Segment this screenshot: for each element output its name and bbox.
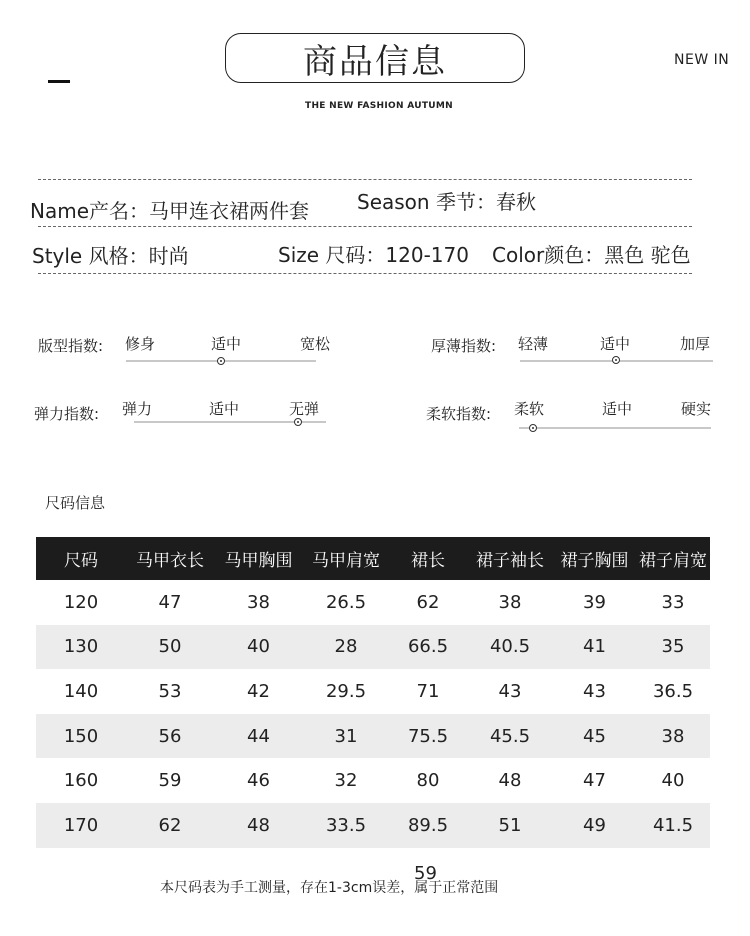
measurement-note: 本尺码表为手工测量，存在1-3cm误差，属于正常范围 [160, 880, 499, 896]
stretch-index-marker [294, 418, 302, 426]
table-cell: 62 [126, 803, 214, 848]
table-cell: 48 [214, 803, 303, 848]
table-cell: 38 [247, 591, 270, 613]
table-cell: 80 [416, 770, 440, 792]
table-cell: 43 [498, 680, 522, 702]
stretch-index-option: 适中 [209, 400, 240, 418]
table-row [36, 669, 710, 714]
page-title [225, 33, 525, 83]
table-cell: 45 [553, 714, 636, 759]
product-name: Name产名：马甲连衣裙两件套 [30, 199, 310, 223]
table-cell: 40.5 [467, 625, 553, 670]
table-cell: 40 [661, 770, 685, 792]
table-cell: 36.5 [652, 680, 694, 702]
thickness-index-marker [612, 356, 620, 364]
column-header: 尺码 [36, 537, 126, 580]
table-cell: 89.5 [389, 803, 467, 848]
table-cell: 62 [416, 591, 440, 613]
table-cell: 29.5 [325, 680, 367, 702]
table-cell: 32 [334, 770, 358, 792]
table-cell: 45.5 [467, 714, 553, 759]
fit-index-label: 版型指数: [38, 337, 104, 355]
table-cell: 33 [661, 591, 685, 613]
menu-icon[interactable] [48, 80, 70, 83]
product-size: Size 尺码：120-170 [278, 243, 469, 267]
softness-index-option: 硬实 [681, 400, 712, 418]
thickness-index-label: 厚薄指数: [431, 337, 497, 355]
table-row [36, 758, 710, 803]
thickness-index-option: 适中 [600, 335, 631, 353]
table-cell: 66.5 [389, 625, 467, 670]
softness-index-option: 柔软 [514, 400, 545, 418]
column-header: 裙子肩宽 [636, 537, 710, 580]
table-cell: 49 [553, 803, 636, 848]
table-cell: 53 [158, 680, 182, 702]
column-header: 马甲胸围 [214, 537, 303, 580]
table-row [36, 714, 710, 759]
softness-index-marker [529, 424, 537, 432]
new-in-label: NEW IN [674, 52, 730, 68]
column-header: 裙子袖长 [467, 537, 553, 580]
table-cell: 40 [214, 625, 303, 670]
table-cell: 42 [247, 680, 270, 702]
table-row [36, 625, 710, 670]
page-title-text: 商品信息 [303, 41, 447, 82]
divider [38, 179, 692, 180]
column-header: 马甲肩宽 [303, 537, 389, 580]
table-cell: 170 [36, 803, 126, 848]
stretch-index-option: 弹力 [122, 400, 153, 418]
size-table [36, 537, 710, 848]
table-cell: 140 [63, 680, 99, 702]
fit-index-option: 宽松 [300, 335, 331, 353]
table-cell: 46 [247, 770, 270, 792]
table-cell: 51 [467, 803, 553, 848]
stretch-index-label: 弹力指数: [34, 405, 100, 423]
table-cell: 39 [583, 591, 606, 613]
table-row [36, 803, 710, 848]
table-cell: 120 [63, 591, 99, 613]
table-cell: 41 [553, 625, 636, 670]
size-table-title: 尺码信息 [45, 494, 106, 512]
table-cell: 59 [158, 770, 182, 792]
table-row [36, 580, 710, 625]
table-cell: 26.5 [325, 591, 367, 613]
table-cell: 71 [416, 680, 440, 702]
fit-index-option: 适中 [211, 335, 242, 353]
table-cell: 35 [636, 625, 710, 670]
table-cell: 47 [583, 770, 606, 792]
softness-index-track [519, 427, 711, 429]
column-header: 裙长 [389, 537, 467, 580]
table-cell: 38 [636, 714, 710, 759]
table-cell: 56 [126, 714, 214, 759]
table-cell: 28 [303, 625, 389, 670]
divider [38, 273, 692, 274]
product-color: Color颜色：黑色 驼色 [492, 243, 691, 267]
thickness-index-option: 轻薄 [518, 335, 549, 353]
fit-index-option: 修身 [125, 335, 156, 353]
table-cell: 130 [36, 625, 126, 670]
table-cell: 75.5 [389, 714, 467, 759]
divider [38, 226, 692, 227]
table-cell: 50 [126, 625, 214, 670]
table-header-row [36, 537, 710, 580]
subtitle: THE NEW FASHION AUTUMN [305, 101, 453, 111]
table-cell: 47 [158, 591, 182, 613]
table-cell: 38 [498, 591, 522, 613]
table-cell: 31 [303, 714, 389, 759]
column-header: 裙子胸围 [553, 537, 636, 580]
softness-index-option: 适中 [602, 400, 633, 418]
table-cell: 48 [498, 770, 522, 792]
table-cell: 44 [214, 714, 303, 759]
product-style: Style 风格：时尚 [32, 244, 189, 268]
table-cell: 150 [36, 714, 126, 759]
fit-index-marker [217, 357, 225, 365]
table-cell: 41.5 [636, 803, 710, 848]
column-header: 马甲衣长 [126, 537, 214, 580]
table-cell: 43 [583, 680, 606, 702]
product-season: Season 季节：春秋 [357, 190, 536, 214]
thickness-index-option: 加厚 [680, 335, 711, 353]
page-number: 59 [414, 863, 437, 884]
table-cell: 160 [63, 770, 99, 792]
table-cell: 33.5 [303, 803, 389, 848]
stretch-index-option: 无弹 [289, 400, 320, 418]
softness-index-label: 柔软指数: [426, 405, 492, 423]
